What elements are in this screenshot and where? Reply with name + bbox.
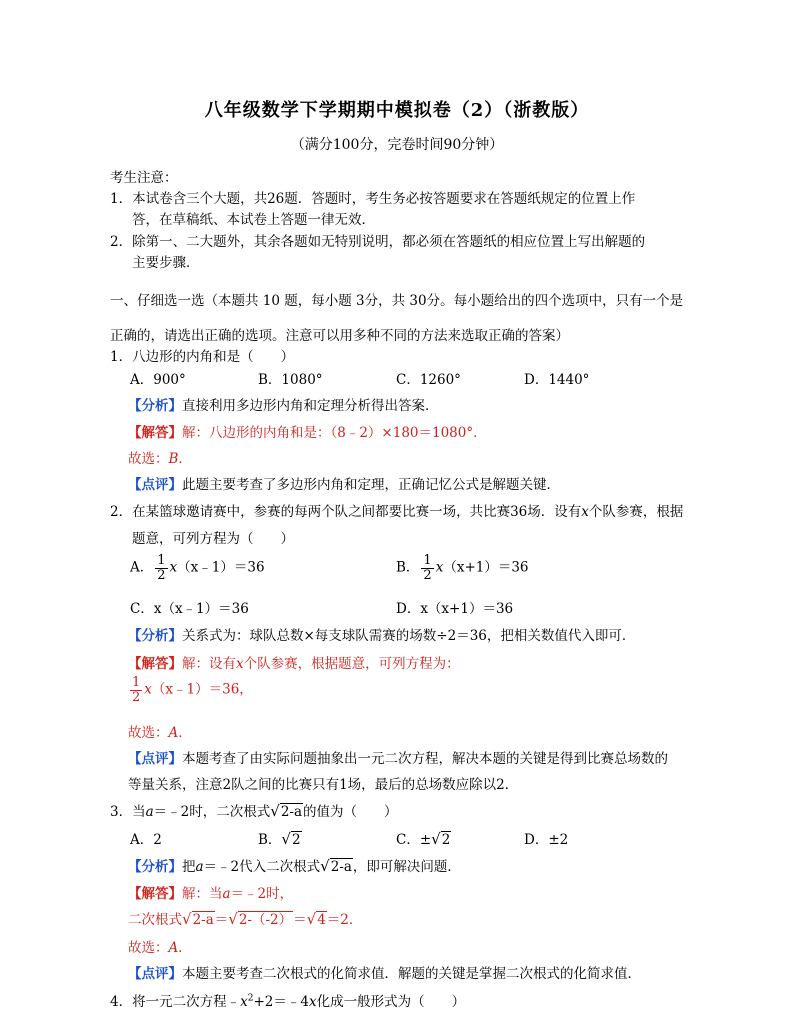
fraction-one-half: $\frac{1}{2}$ xyxy=(157,553,166,583)
analysis-tag: 【分析】 xyxy=(128,398,182,414)
radical: √2-a xyxy=(182,910,214,928)
q1-answer-text: 八边形的内角和是：（8﹣2）×180＝1080°． xyxy=(209,425,487,441)
comment-tag: 【点评】 xyxy=(128,966,182,982)
q1-choice-letter: B xyxy=(168,451,179,467)
q1-analysis xyxy=(128,394,439,414)
q2-var: x xyxy=(236,656,244,672)
q2-option-d: D．x（x+1）＝36 xyxy=(396,601,514,617)
q2-stem-var: x xyxy=(581,504,589,520)
q2-answer-part: 个队参赛，根据题意，可列方程为： xyxy=(243,656,460,672)
choose-label: 故选： xyxy=(128,940,169,956)
q1-comment xyxy=(128,473,560,493)
q2-comment xyxy=(128,747,668,767)
choose-label: 故选： xyxy=(128,725,169,741)
q3-option-c-label: C．± xyxy=(396,832,432,848)
q2-answer-equation xyxy=(128,676,253,704)
q2-answer xyxy=(128,652,460,672)
q2-option-a-label: A． xyxy=(130,559,154,576)
comment-tag: 【点评】 xyxy=(128,751,182,767)
notice-item-2-cont: 主要步骤． xyxy=(132,255,200,271)
q3-analysis-part: 把 xyxy=(182,859,196,875)
q2-var: x xyxy=(435,559,444,576)
q2-stem-cont: 题意，可列方程为（ ） xyxy=(132,531,294,547)
analysis-tag: 【分析】 xyxy=(128,628,182,644)
q2-choice-letter: A xyxy=(168,725,179,741)
q3-stem-part: 3．当 xyxy=(110,804,146,820)
radical: √2 xyxy=(431,830,451,848)
q2-stem-part: 个队参赛，根据 xyxy=(588,504,684,520)
q2-answer-part: 设有 xyxy=(209,656,236,672)
fraction-one-half: $\frac{1}{2}$ xyxy=(132,675,141,705)
answer-tag: 【解答】 xyxy=(128,886,182,902)
answer-tag: 【解答】 xyxy=(128,656,182,672)
q1-stem: 1．八边形的内角和是（ ） xyxy=(110,349,295,365)
q3-var: a xyxy=(195,859,204,875)
q3-answer xyxy=(128,882,293,902)
q4-var: x xyxy=(308,994,317,1010)
q3-stem-part: 的值为（ ） xyxy=(303,804,398,820)
q2-var: x xyxy=(169,559,178,576)
choose-label: 故选： xyxy=(128,451,169,467)
q1-answer xyxy=(128,421,487,441)
q3-calculation: 二次根式√2-a＝√2-（-2）＝√4＝2． xyxy=(128,910,363,928)
q2-comment-text: 本题考查了由实际问题抽象出一元二次方程，解决本题的关键是得到比赛总场数的 xyxy=(182,751,668,767)
notice-item-2: 2．除第一、二大题外，其余各题如无特别说明，都必须在答题纸的相应位置上写出解题的 xyxy=(110,234,646,250)
q2-option-b xyxy=(396,554,529,582)
q2-choice: 故选：A． xyxy=(128,725,192,741)
answer-prefix: 解： xyxy=(182,886,209,902)
q4-var: x xyxy=(240,994,248,1010)
q4-stem-part: 4．将一元二次方程﹣ xyxy=(110,994,241,1010)
q2-analysis-text: 关系式为：球队总数×每支球队需赛的场数÷2＝36，把相关数值代入即可． xyxy=(182,628,636,644)
q2-answer-expr: （x﹣1）＝36， xyxy=(151,681,253,698)
radical: √4 xyxy=(306,910,326,928)
radical: √2-a xyxy=(270,802,303,820)
q1-choice: 故选：B． xyxy=(128,451,192,467)
notice-heading: 考生注意： xyxy=(110,170,178,186)
radical: √2-（-2） xyxy=(228,910,293,928)
page-subtitle: （满分100分，完卷时间90分钟） xyxy=(290,137,504,153)
q2-option-c: C．x（x﹣1）＝36 xyxy=(130,601,249,617)
q1-comment-text: 此题主要考查了多边形内角和定理，正确记忆公式是解题关键． xyxy=(182,477,560,493)
q1-option-b: B．1080° xyxy=(258,372,323,388)
q3-option-b xyxy=(258,828,302,848)
answer-prefix: 解： xyxy=(182,656,209,672)
q2-stem-part: 2．在某篮球邀请赛中，参赛的每两个队之间都要比赛一场，共比赛36场．设有 xyxy=(110,504,582,520)
analysis-tag: 【分析】 xyxy=(128,859,182,875)
notice-item-1: 1．本试卷含三个大题，共26题．答题时，考生务必按答题要求在答题纸规定的位置上作 xyxy=(110,191,636,207)
q3-analysis xyxy=(128,855,461,875)
q2-stem xyxy=(110,500,683,520)
q3-answer-part: ＝﹣2时， xyxy=(230,886,294,902)
q3-stem xyxy=(110,800,398,820)
q4-stem-part: 化成一般形式为（ ） xyxy=(316,994,466,1010)
q4-stem-part: +2＝﹣4 xyxy=(253,994,309,1010)
q1-option-c: C．1260° xyxy=(396,372,461,388)
q3-answer-part: 当 xyxy=(209,886,223,902)
q2-analysis xyxy=(128,624,635,644)
q3-comment-text: 本题主要考查二次根式的化简求值．解题的关键是掌握二次根式的化简求值． xyxy=(182,966,641,982)
q3-var: a xyxy=(145,804,154,820)
radical: √2 xyxy=(281,830,301,848)
q2-comment-cont: 等量关系，注意2队之间的比赛只有1场，最后的总场数应除以2． xyxy=(128,777,519,793)
q1-option-d: D．1440° xyxy=(524,372,590,388)
q3-comment xyxy=(128,962,641,982)
q2-option-a-expr: （x﹣1）＝36 xyxy=(177,559,265,576)
q3-analysis-part: ，即可解决问题． xyxy=(352,859,461,875)
page-title: 八年级数学下学期期中模拟卷（2）（浙教版） xyxy=(204,100,590,121)
q2-option-b-label: B． xyxy=(396,559,420,576)
answer-prefix: 解： xyxy=(182,425,209,441)
q3-option-a: A．2 xyxy=(130,832,162,848)
q4-stem xyxy=(110,990,465,1010)
q3-choice-letter: A xyxy=(168,940,179,956)
section-1-heading-cont: 正确的，请选出正确的选项。注意可以用多种不同的方法来选取正确的答案） xyxy=(110,328,569,344)
q2-option-a xyxy=(130,554,265,582)
q3-option-c xyxy=(396,828,451,848)
fraction-one-half: $\frac{1}{2}$ xyxy=(423,553,432,583)
q3-calc-end: ＝2． xyxy=(326,912,363,928)
q3-analysis-part: ＝﹣2代入二次根式 xyxy=(203,859,321,875)
q3-choice: 故选：A． xyxy=(128,940,192,956)
comment-tag: 【点评】 xyxy=(128,477,182,493)
q4-exponent: 2 xyxy=(247,993,254,1004)
q3-option-d: D．±2 xyxy=(524,832,569,848)
q3-option-b-label: B． xyxy=(258,832,282,848)
q2-option-b-expr: （x+1）＝36 xyxy=(443,559,529,576)
radical: √2-a xyxy=(320,857,352,875)
q1-analysis-text: 直接利用多边形内角和定理分析得出答案． xyxy=(182,398,439,414)
q1-option-a: A．900° xyxy=(130,372,186,388)
section-1-heading: 一、仔细选一选（本题共 10 题，每小题 3分，共 30分。每小题给出的四个选项中，只有一个是 xyxy=(110,293,684,309)
q3-var: a xyxy=(222,886,231,902)
q3-stem-part: ＝﹣2时，二次根式 xyxy=(153,804,271,820)
q2-var: x xyxy=(144,681,152,698)
answer-tag: 【解答】 xyxy=(128,425,182,441)
notice-item-1-cont: 答，在草稿纸、本试卷上答题一律无效． xyxy=(132,212,375,228)
q3-calc-prefix: 二次根式 xyxy=(128,912,182,928)
